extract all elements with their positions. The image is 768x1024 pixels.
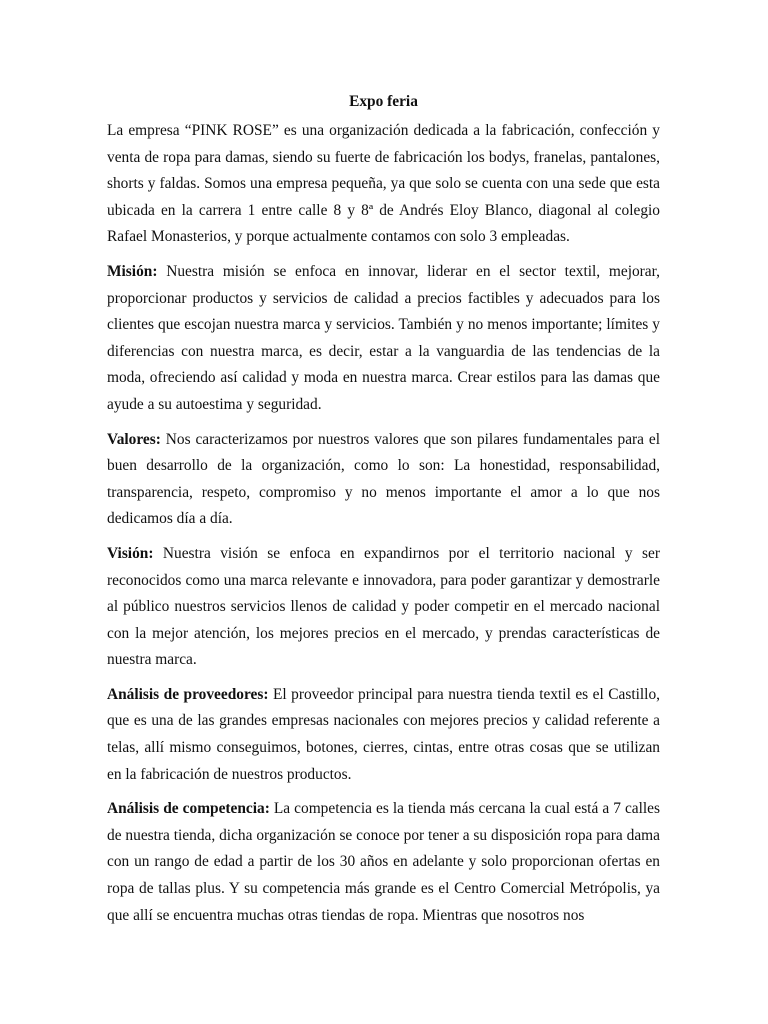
- competencia-paragraph: [107, 796, 660, 929]
- intro-paragraph: La empresa “PINK ROSE” es una organización dedicada a la fabricación, confección y venta de ropa para damas, siendo su fuerte de fabricación los bodys, franelas, pantalones, shorts y faldas. Somos una empresa pequeña, ya que solo se cuenta con una sede que esta ubicada en la carrera 1 entre calle 8 y 8ª de Andrés Eloy Blanco, diagonal al colegio Rafael Monasterios, y porque actualmente contamos con solo 3 empleadas.: [107, 122, 660, 246]
- valores-heading: Valores:: [107, 430, 161, 448]
- competencia-text: La competencia es la tienda más cercana la cual está a 7 calles de nuestra tienda, dicha organización se conoce por tener a su disposición ropa para dama con un rango de edad a partir de los 30 años en adelante y solo proporcionan ofertas en ropa de tallas plus. Y su competencia más grande es el Centro Comercial Metrópolis, ya que allí se encuentra muchas otras tiendas de ropa. Mientras que nosotros nos: [107, 800, 660, 924]
- document-title: Expo feria: [349, 93, 418, 110]
- document-body: [107, 90, 660, 937]
- competencia-heading: Análisis de competencia:: [107, 800, 270, 818]
- mision-text: Nuestra misión se enfoca en innovar, liderar en el sector textil, mejorar, proporcionar productos y servicios de calidad a precios factibles y adecuados para los clientes que escojan nuestra marca y servicios. También y no menos importante; límites y diferencias con nuestra marca, es decir, estar a la vanguardia de las tendencias de la moda, ofreciendo así calidad y moda en nuestra marca. Crear estilos para las damas que ayude a su autoestima y seguridad.: [107, 262, 660, 413]
- valores-text: Nos caracterizamos por nuestros valores que son pilares fundamentales para el buen desarrollo de la organización, como lo son: La honestidad, responsabilidad, transparencia, respeto, compromiso y no menos importante el amor a lo que nos dedicamos día a día.: [107, 430, 660, 528]
- proveedores-text: El proveedor principal para nuestra tienda textil es el Castillo, que es una de las grandes empresas nacionales con mejores precios y calidad referente a telas, allí mismo conseguimos, botones, cierres, cintas, entre otras cosas que se utilizan en la fabricación de nuestros productos.: [107, 685, 660, 783]
- mision-paragraph: [107, 259, 660, 419]
- vision-heading: Visión:: [107, 544, 154, 562]
- proveedores-paragraph: [107, 682, 660, 788]
- vision-text: Nuestra visión se enfoca en expandirnos por el territorio nacional y ser reconocidos como una marca relevante e innovadora, para poder garantizar y demostrarle al público nuestros servicios llenos de calidad y poder competir en el mercado nacional con la mejor atención, los mejores precios en el mercado, y prendas características de nuestra marca.: [107, 544, 660, 669]
- proveedores-heading: Análisis de proveedores:: [107, 685, 269, 703]
- mision-heading: Misión:: [107, 262, 158, 280]
- valores-paragraph: [107, 427, 660, 533]
- vision-paragraph: [107, 541, 660, 674]
